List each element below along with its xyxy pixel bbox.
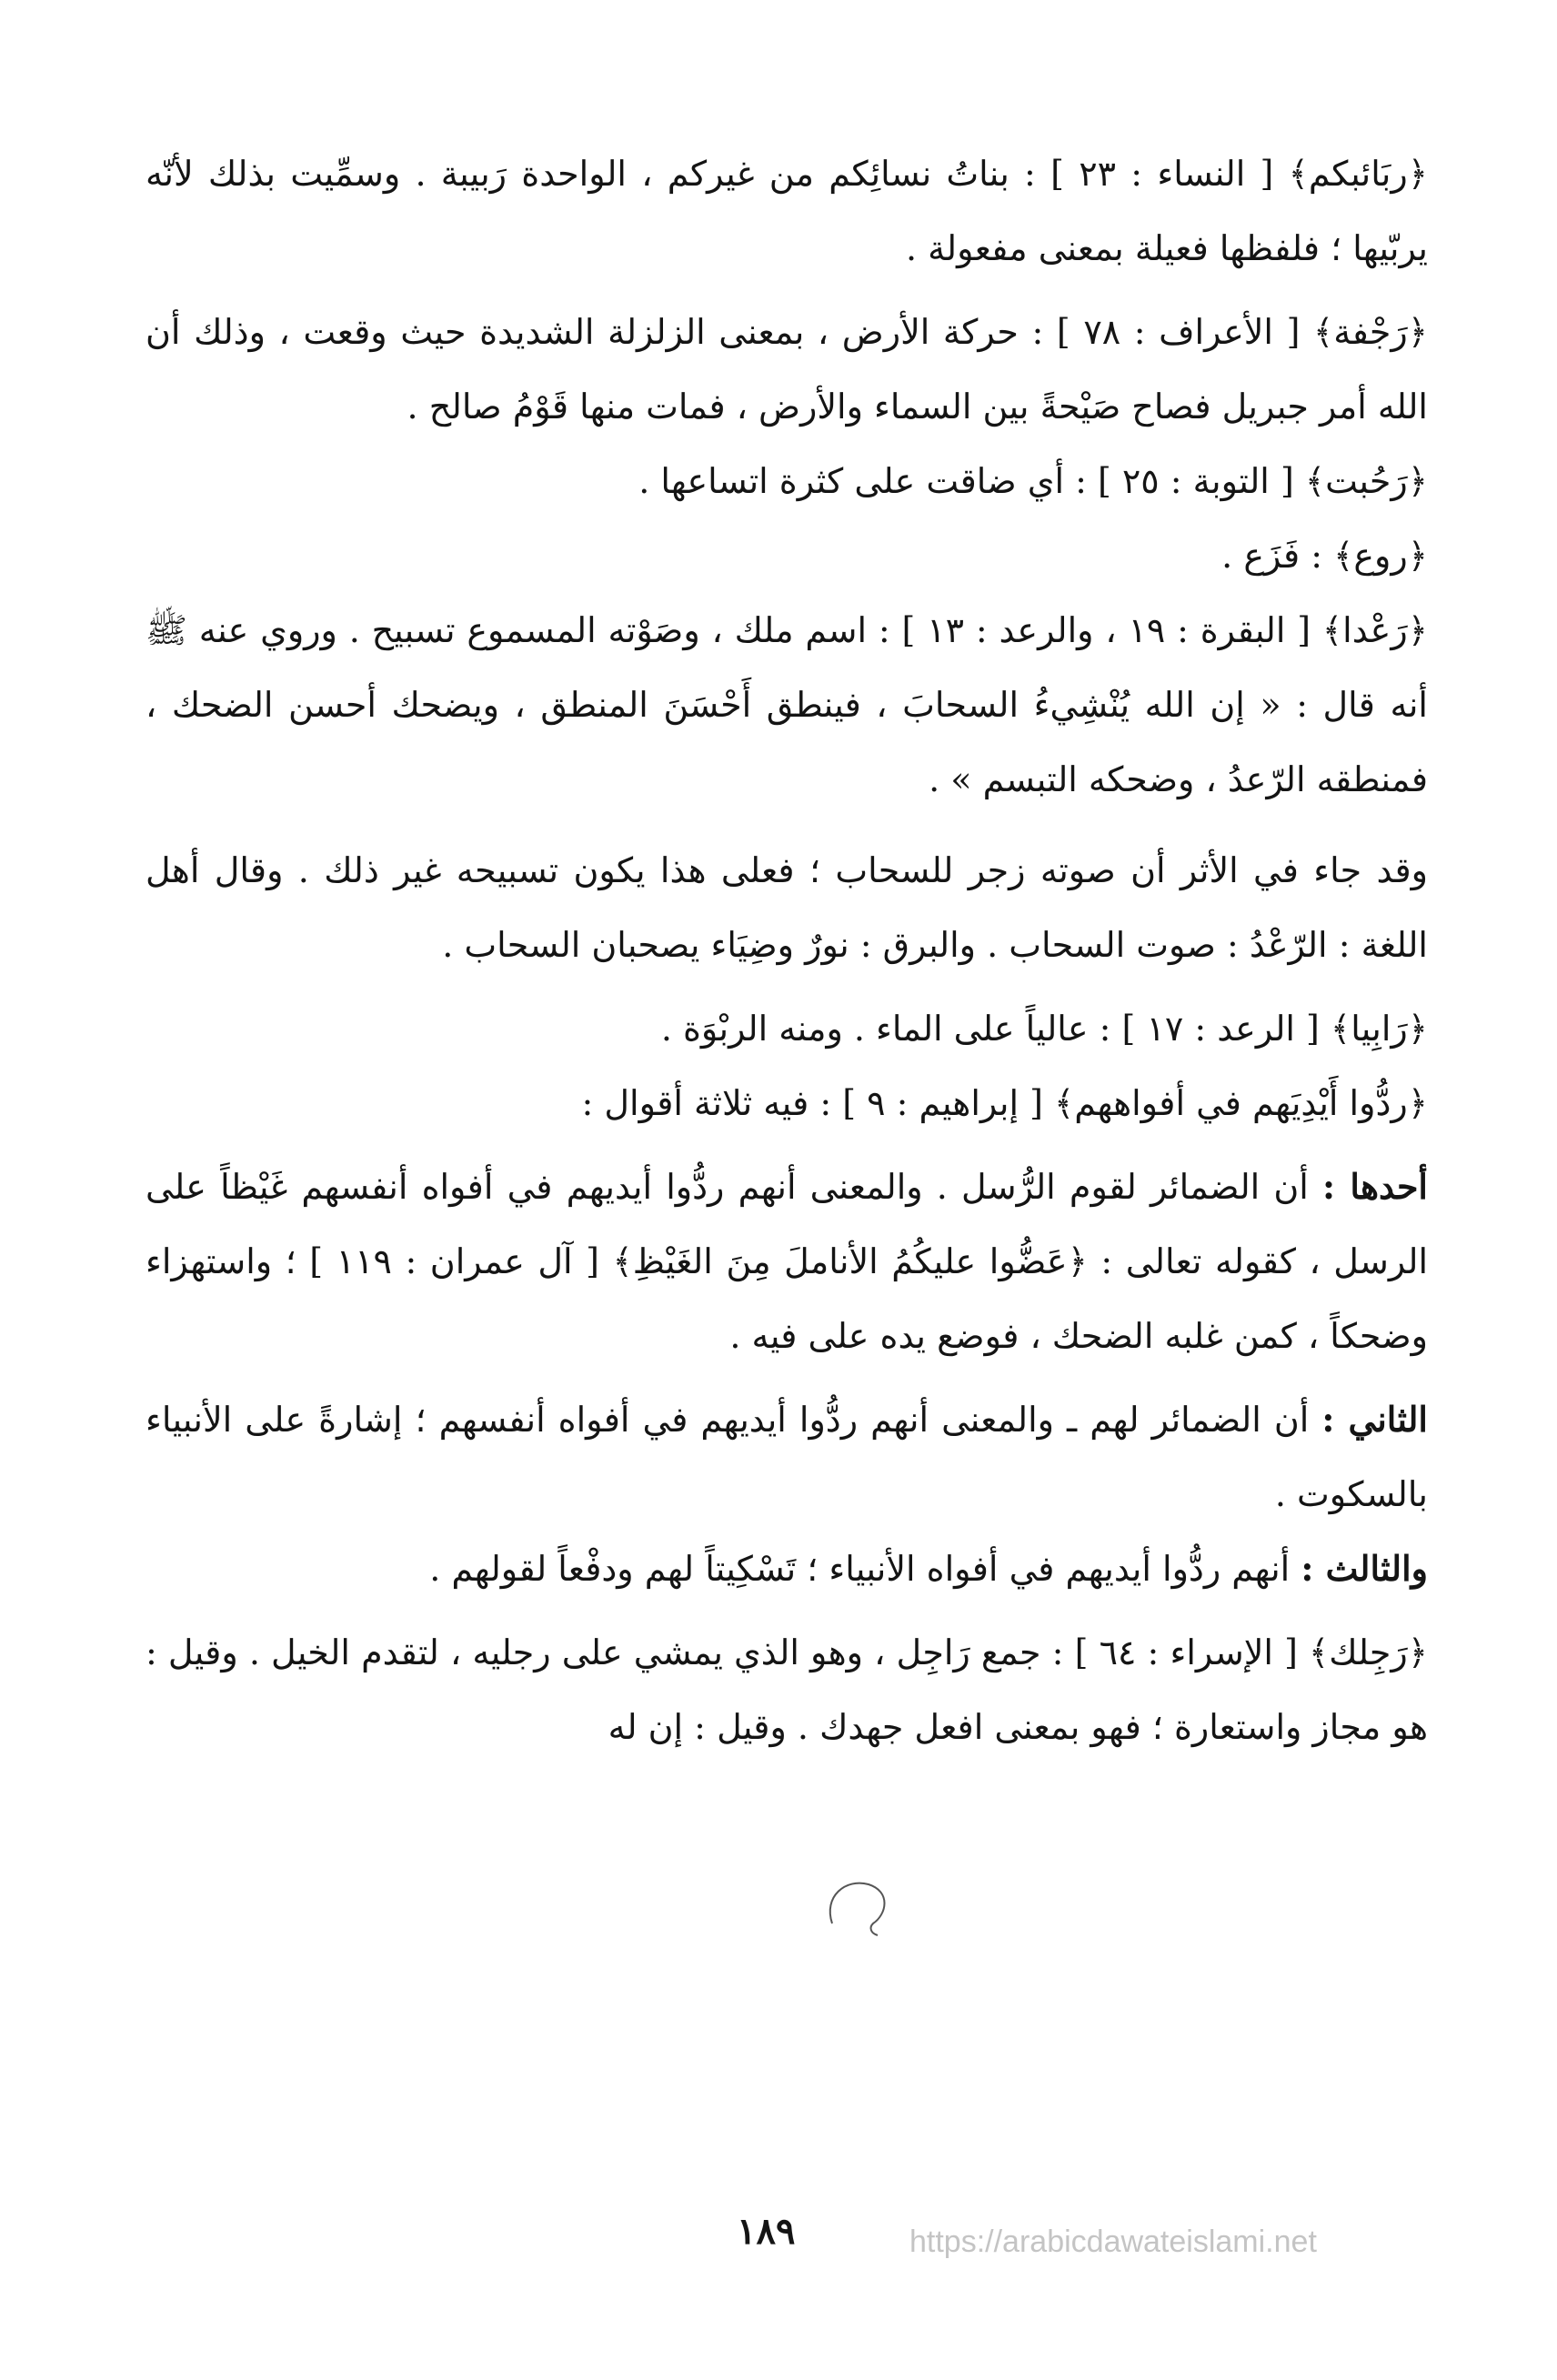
pen-scribble-mark bbox=[819, 1873, 928, 1937]
opinion-third bbox=[146, 1531, 1428, 1606]
entry-text: ﴿روع﴾ : فَزَع . bbox=[1221, 536, 1428, 576]
opinion-text: أن الضمائر لقوم الرُّسل . والمعنى أنهم ردُّوا أيديهم في أفواه أنفسهم غَيْظاً على الرسل ، كقوله تعالى : ﴿عَضُّوا عليكُمُ الأناملَ مِنَ الغَيْظِ﴾ [ آل عمران : ١١٩ ] ؛ واستهزاء وضحكاً ، كمن غلبه الضحك ، فوضع يده على فيه . bbox=[146, 1167, 1428, 1356]
entry-text: ﴿ربَائبكم﴾ [ النساء : ٢٣ ] : بناتُ نسائِكم من غيركم ، الواحدة رَبيبة . وسمِّيت بذلك لأنّه يربّيها ؛ فلفظها فعيلة بمعنى مفعولة . bbox=[146, 154, 1428, 268]
entry-rawu bbox=[146, 518, 1428, 593]
entry-text: ﴿رَحُبت﴾ [ التوبة : ٢٥ ] : أي ضاقت على كثرة اتساعها . bbox=[638, 461, 1428, 501]
entry-text: ﴿رَابِيا﴾ [ الرعد : ١٧ ] : عالياً على الماء . ومنه الربْوَة . bbox=[660, 1009, 1428, 1049]
paragraph-athar bbox=[146, 833, 1428, 982]
opinion-label: والثالث : bbox=[1301, 1548, 1428, 1589]
entry-text: ﴿رَجِلك﴾ [ الإسراء : ٦٤ ] : جمع رَاجِل ، وهو الذي يمشي على رجليه ، لتقدم الخيل . وقيل : هو مجاز واستعارة ؛ فهو بمعنى افعل جهدك . وقيل : إن له bbox=[146, 1632, 1428, 1747]
opinion-text: أنهم ردُّوا أيديهم في أفواه الأنبياء ؛ تَسْكِيتاً لهم ودفْعاً لقولهم . bbox=[429, 1549, 1301, 1589]
entry-rajfa bbox=[146, 295, 1428, 444]
entry-raba-ib bbox=[146, 136, 1428, 286]
opinion-label: أحدها : bbox=[1322, 1166, 1428, 1207]
entry-rabiya bbox=[146, 991, 1428, 1066]
entry-text: ﴿رَعْدا﴾ [ البقرة : ١٩ ، والرعد : ١٣ ] : اسم ملك ، وصَوْته المسموع تسبيح . وروي عنه ﷺ أنه قال : « إن الله يُنْشِيءُ السحابَ ، فينطق أَحْسَنَ المنطق ، ويضحك أحسن الضحك ، فمنطقه الرّعدُ ، وضحكه التبسم » . bbox=[146, 610, 1428, 799]
opinion-second bbox=[146, 1382, 1428, 1531]
watermark-url: https://arabicdawateislami.net bbox=[909, 2224, 1317, 2259]
entry-ra-d bbox=[146, 593, 1428, 817]
entry-text: ﴿رَجْفة﴾ [ الأعراف : ٧٨ ] : حركة الأرض ، بمعنى الزلزلة الشديدة حيث وقعت ، وذلك أن الله أمر جبريل فصاح صَيْحةً بين السماء والأرض ، فمات منها قَوْمُ صالح . bbox=[146, 312, 1428, 427]
opinion-first bbox=[146, 1150, 1428, 1373]
opinion-text: أن الضمائر لهم ـ والمعنى أنهم ردُّوا أيديهم في أفواه أنفسهم ؛ إشارةً على الأنبياء بالسكوت . bbox=[146, 1400, 1428, 1514]
entry-rahubat bbox=[146, 444, 1428, 518]
entry-text: وقد جاء في الأثر أن صوته زجر للسحاب ؛ فعلى هذا يكون تسبيحه غير ذلك . وقال أهل اللغة : الرّعْدُ : صوت السحاب . والبرق : نورٌ وضِيَاء يصحبان السحاب . bbox=[146, 850, 1428, 965]
page-body bbox=[146, 136, 1428, 1764]
page-number: ١٨٩ bbox=[737, 2210, 796, 2253]
entry-rajilik bbox=[146, 1615, 1428, 1764]
opinion-label: الثاني : bbox=[1321, 1399, 1428, 1440]
entry-text: ﴿ردُّوا أَيْدِيَهم في أفواههم﴾ [ إبراهيم : ٩ ] : فيه ثلاثة أقوال : bbox=[581, 1083, 1428, 1123]
entry-raddu bbox=[146, 1066, 1428, 1140]
